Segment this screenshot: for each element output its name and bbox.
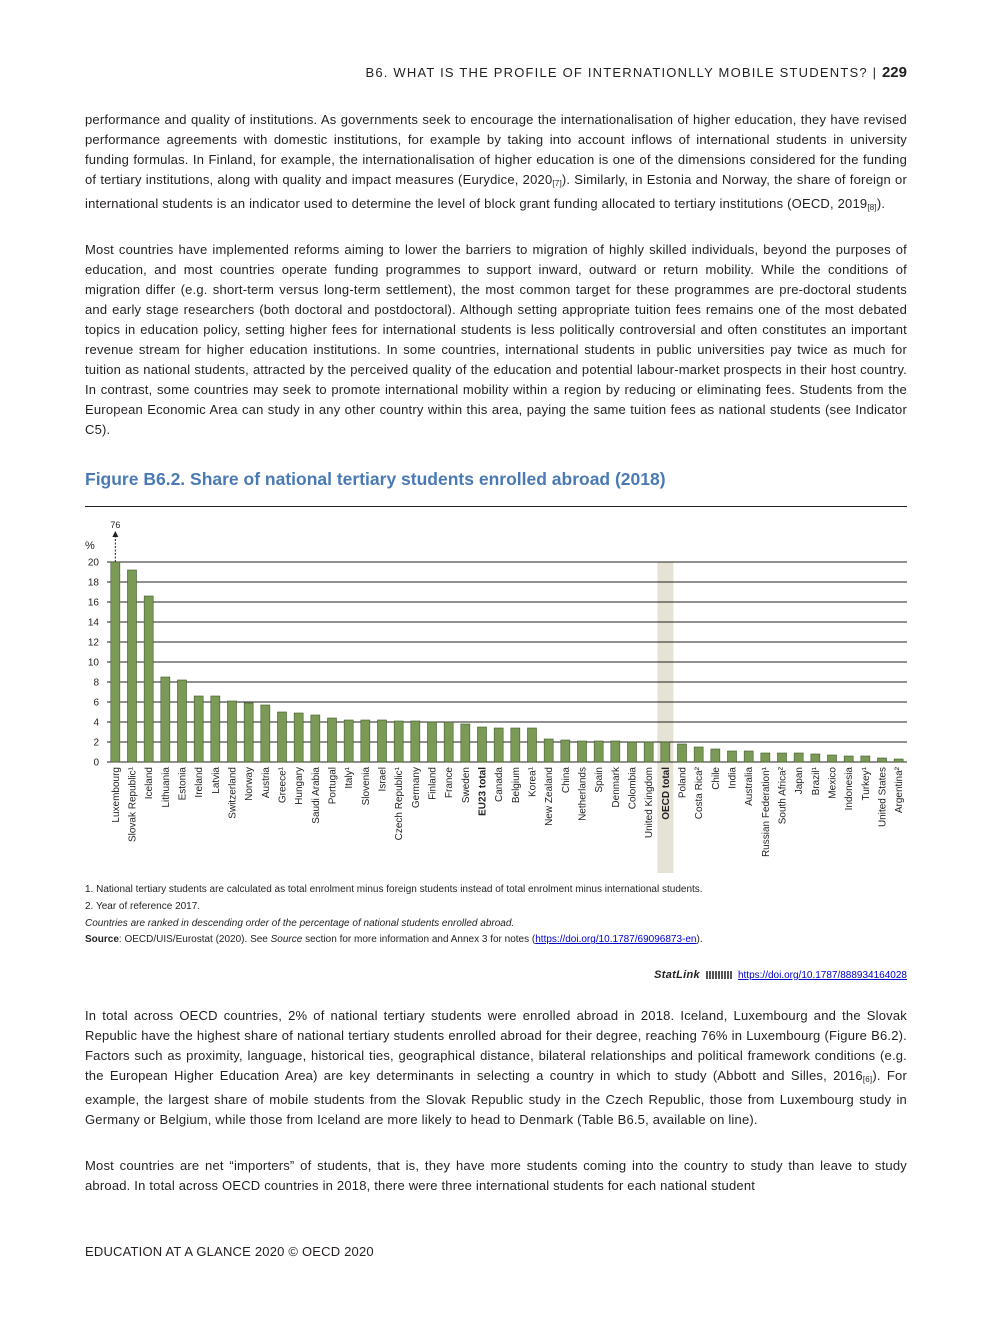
bar-australia — [744, 751, 753, 762]
x-tick-label: Switzerland — [227, 767, 239, 819]
header-separator: | — [872, 65, 878, 80]
x-tick-label: Spain — [594, 767, 606, 793]
bar-slovenia — [361, 720, 370, 762]
paragraph-2: Most countries have implemented reforms aiming to lower the barriers to migration of highly skilled individuals, beyond the purposes of education, and most countries operate funding programmes to support inward, outward or return mobility. While the conditions of migration differ (e.g. short-term versus long-term settlement), the most common target for these programmes are pre-doctoral students and early stage researchers (both doctoral and postdoctoral). Although setting appropriate tuition fees remains one of the most debated topics in education policy, setting higher fees for international students is less politically controversial and often constitutes an important revenue stream for higher education institutions. In some countries, international students in public universities pay twice as much for tuition as national students, attracted by the perceived quality of the education and potential labour-market prospects in their host country. In contrast, some countries may seek to promote international mobility within a region by reducing or eliminating fees. Students from the European Economic Area can study in any other country within this area, paying the same tuition fees as national students (see Indicator C5). — [85, 242, 907, 437]
bar-japan — [794, 753, 803, 762]
x-tick-label: Portugal — [327, 767, 339, 805]
statlink-brand: StatLink — [654, 969, 700, 981]
bar-turkey — [861, 756, 870, 762]
bar-chart — [80, 515, 910, 877]
source-end: ). — [696, 934, 703, 945]
bar-slovak-republic — [128, 570, 137, 762]
paragraph-3 — [85, 1006, 907, 1130]
source-text-2: section for more information and Annex 3 for notes ( — [302, 934, 536, 945]
bar-latvia — [211, 696, 220, 762]
bar-indonesia — [844, 756, 853, 762]
bar-spain — [594, 741, 603, 762]
x-tick-label: France — [444, 767, 456, 799]
y-tick-label: 4 — [93, 717, 99, 729]
source-italic: Source — [270, 934, 303, 945]
x-tick-label: Brazil¹ — [810, 767, 822, 796]
x-tick-label: United States — [877, 767, 889, 828]
running-header-title: B6. WHAT IS THE PROFILE OF INTERNATIONLLY MOBILE STUDENTS? — [365, 65, 868, 80]
x-tick-label: Belgium — [510, 767, 522, 804]
bar-luxembourg — [111, 562, 120, 762]
paragraph-1-text-end: ). — [876, 196, 886, 211]
bar-estonia — [178, 680, 187, 762]
x-tick-label: Korea¹ — [527, 767, 539, 798]
x-tick-label: Denmark — [610, 767, 622, 808]
paragraph-1 — [85, 110, 907, 218]
x-tick-label: Sweden — [460, 767, 472, 804]
x-tick-label: Lithuania — [160, 767, 172, 808]
statlink-url[interactable]: https://doi.org/10.1787/888934164028 — [737, 969, 907, 981]
bar-france — [444, 722, 453, 762]
highlight-column — [657, 562, 673, 873]
x-tick-label: Saudi Arabia — [310, 767, 322, 824]
bar-greece — [278, 712, 287, 762]
statlink-barcode-icon — [706, 971, 732, 979]
x-tick-label: Luxembourg — [110, 767, 122, 823]
x-tick-label: Australia — [744, 767, 756, 806]
x-tick-label: Greece¹ — [277, 767, 289, 804]
figure-title: Figure B6.2. Share of national tertiary students enrolled abroad (2018) — [85, 469, 666, 489]
x-tick-label: Canada — [494, 767, 506, 803]
x-tick-label: Iceland — [144, 767, 156, 800]
bar-switzerland — [228, 701, 237, 762]
statlink — [654, 969, 907, 981]
bar-poland — [678, 744, 687, 762]
reference-8[interactable]: [8] — [867, 203, 877, 212]
paragraph-1-text-cont: ). Similarly, in Estonia and Norway, the share of foreign or international students is an indicator used to determine the level of block grant funding allocated to tertiary institutions (OECD, 2019 — [85, 172, 907, 211]
x-tick-label: Germany — [410, 767, 422, 809]
bar-lithuania — [161, 677, 170, 762]
x-tick-label: EU23 total — [477, 767, 489, 816]
source-text: : OECD/UIS/Eurostat (2020). See — [118, 934, 271, 945]
y-tick-label: 12 — [87, 637, 99, 649]
page-footer: EDUCATION AT A GLANCE 2020 © OECD 2020 — [85, 1244, 374, 1259]
note-source — [85, 934, 703, 945]
bar-india — [728, 751, 737, 762]
y-axis-label: % — [85, 540, 95, 552]
y-tick-label: 10 — [87, 657, 99, 669]
y-tick-label: 8 — [93, 677, 99, 689]
bar-united-kingdom — [644, 742, 653, 762]
paragraph-1-text: performance and quality of institutions. As governments seek to encourage the internationalisation of higher education, they have revised performance agreements with domestic institutions, for example by taking into account inflows of international students in university funding formulas. In Finland, for example, the internationalisation of higher education is one of the dimensions considered for the funding of tertiary institutions, along with quality and impact measures (Eurydice, 2020 — [85, 112, 907, 187]
bar-costa-rica — [694, 747, 703, 762]
bar-chile — [711, 749, 720, 762]
bar-mexico — [828, 755, 837, 762]
x-tick-label: India — [727, 767, 739, 789]
x-tick-label: Poland — [677, 767, 689, 799]
reference-6[interactable]: [6] — [862, 1075, 873, 1084]
bar-united-states — [878, 758, 887, 762]
y-tick-label: 2 — [93, 737, 99, 749]
bar-germany — [411, 721, 420, 762]
x-tick-label: Slovak Republic¹ — [127, 767, 139, 843]
annotation-label: 76 — [110, 520, 121, 530]
bar-denmark — [611, 741, 620, 762]
bar-south-africa — [778, 753, 787, 762]
bar-ireland — [194, 696, 203, 762]
x-tick-label: Czech Republic¹ — [394, 767, 406, 841]
x-tick-label: Israel — [377, 767, 389, 792]
bar-czech-republic — [394, 721, 403, 762]
bar-austria — [261, 705, 270, 762]
bar-argentina — [894, 759, 903, 762]
paragraph-4: Most countries are net “importers” of students, that is, they have more students coming into the country to study than leave to study abroad. In total across OECD countries in 2018, there were three international students for each national student — [85, 1158, 907, 1193]
x-tick-label: Finland — [427, 767, 439, 800]
x-tick-label: Turkey¹ — [860, 767, 872, 801]
x-tick-label: Colombia — [627, 767, 639, 810]
x-tick-label: Ireland — [194, 767, 206, 798]
x-tick-label: Slovenia — [360, 767, 372, 806]
x-tick-label: Mexico — [827, 767, 839, 799]
bar-israel — [378, 720, 387, 762]
bar-china — [561, 740, 570, 762]
x-tick-label: Japan — [794, 767, 806, 795]
x-tick-label: Estonia — [177, 767, 189, 801]
x-tick-label: United Kingdom — [644, 767, 656, 839]
y-tick-label: 0 — [93, 757, 99, 769]
bar-brazil — [811, 754, 820, 762]
x-tick-label: Russian Federation¹ — [760, 767, 772, 858]
bar-new-zealand — [544, 739, 553, 762]
source-label: Source — [85, 934, 119, 945]
x-tick-label: OECD total — [660, 767, 672, 820]
x-tick-label: Italy¹ — [344, 767, 356, 789]
note-2: 2. Year of reference 2017. — [85, 901, 201, 912]
note-1: 1. National tertiary students are calculated as total enrolment minus foreign students instead of total enrolment minus international students. — [85, 884, 703, 895]
x-tick-label: Austria — [260, 767, 272, 799]
paragraph-3-text: In total across OECD countries, 2% of national tertiary students were enrolled abroad in 2018. Iceland, Luxembourg and the Slovak Republic have the highest share of national tertiary students enrolled abroad for their degree, reaching 76% in Luxembourg (Figure B6.2). Factors such as proximity, language, historical ties, geographical distance, bilateral relationships and political framework conditions (e.g. the European Higher Education Area) are key determinants in selecting a country in which to study (Abbott and Silles, 2016 — [85, 1008, 907, 1083]
bar-eu23-total — [478, 727, 487, 762]
page-number: 229 — [881, 64, 907, 81]
figure-rule — [85, 506, 907, 507]
bar-canada — [494, 728, 503, 762]
reference-7[interactable]: [7] — [552, 179, 562, 188]
running-header — [365, 64, 907, 81]
bar-oecd-total — [661, 742, 670, 762]
bar-finland — [428, 722, 437, 762]
y-tick-label: 18 — [87, 577, 99, 589]
x-tick-label: Latvia — [210, 767, 222, 794]
x-tick-label: Chile — [710, 767, 722, 790]
x-tick-label: New Zealand — [544, 767, 556, 826]
x-tick-label: Argentina² — [894, 767, 906, 814]
bar-saudi-arabia — [311, 715, 320, 762]
bar-norway — [244, 703, 253, 762]
x-tick-label: Hungary — [294, 767, 306, 805]
bar-sweden — [461, 724, 470, 762]
bar-hungary — [294, 713, 303, 762]
bar-colombia — [628, 742, 637, 762]
bar-korea — [528, 728, 537, 762]
paragraph-3-text-cont: ). For example, the largest share of mobile students from the Slovak Republic study in the Czech Republic, those from Luxembourg study in Germany or Belgium, while those from Iceland are more likely to head to Denmark (Table B6.5, available on line). — [85, 1068, 907, 1127]
x-tick-label: South Africa² — [777, 767, 789, 825]
note-ranking: Countries are ranked in descending order of the percentage of national students enrolled abroad. — [85, 918, 515, 929]
bar-russian-federation — [761, 753, 770, 762]
annotation-arrow-icon — [112, 531, 118, 537]
bar-belgium — [511, 728, 520, 762]
y-tick-label: 16 — [87, 597, 99, 609]
x-tick-label: Norway — [244, 767, 256, 801]
bar-netherlands — [578, 741, 587, 762]
y-tick-label: 14 — [87, 617, 99, 629]
x-tick-label: China — [560, 767, 572, 794]
source-link[interactable]: https://doi.org/10.1787/69096873-en — [535, 934, 697, 945]
bar-iceland — [144, 596, 153, 762]
y-tick-label: 20 — [87, 557, 99, 569]
y-tick-label: 6 — [93, 697, 99, 709]
x-tick-label: Netherlands — [577, 767, 589, 821]
x-tick-label: Costa Rica² — [694, 767, 706, 820]
bar-italy — [344, 720, 353, 762]
bar-portugal — [328, 718, 337, 762]
x-tick-label: Indonesia — [844, 767, 856, 811]
